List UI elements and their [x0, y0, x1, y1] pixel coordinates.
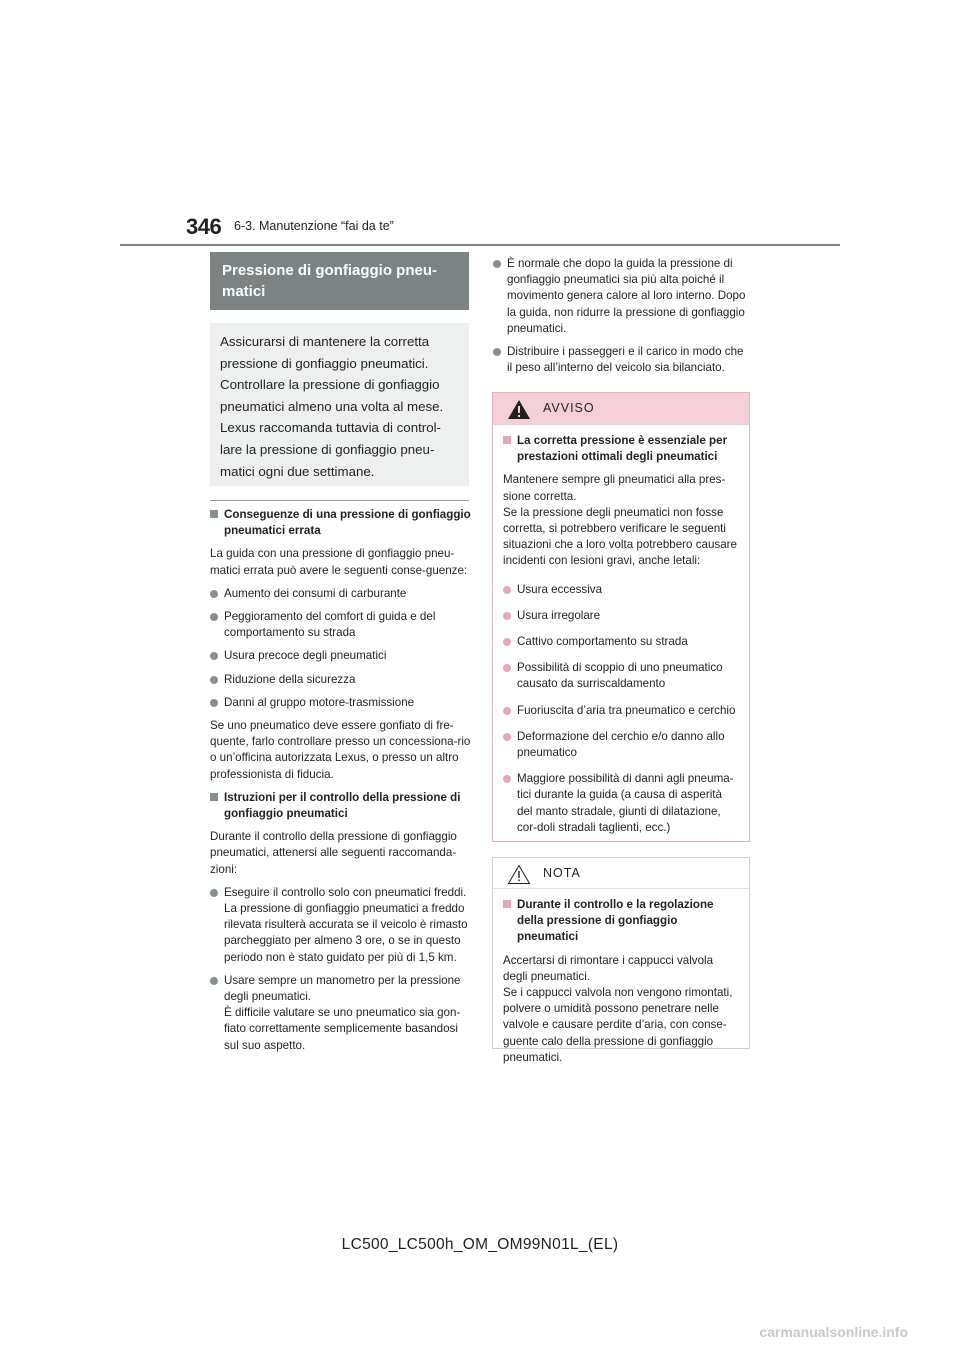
left-column — [210, 507, 472, 1061]
caution-icon — [507, 864, 531, 885]
list-item-title: Usare sempre un manometro per la pressione degli pneumatici. — [224, 973, 461, 1004]
page-number: 346 — [186, 214, 222, 239]
subheading: Conseguenze di una pressione di gonfiaggio pneumatici errata — [210, 507, 472, 539]
list-item: Cattivo comportamento su strada — [503, 634, 739, 650]
section-heading: Pressione di gonfiaggio pneu- matici — [210, 252, 469, 310]
note-body — [493, 889, 749, 1066]
list-item: Distribuire i passeggeri e il carico in modo che il peso all’interno del veicolo sia bilanciato. — [493, 344, 751, 376]
note-box — [492, 857, 750, 1064]
list-item: Danni al gruppo motore-trasmissione — [210, 695, 472, 711]
note-subheading: Durante il controllo e la regolazione della pressione di gonfiaggio pneumatici — [503, 897, 739, 946]
list-item-text: La pressione di gonfiaggio pneumatici a freddo rilevata risulterà accurata se il veicolo è rimasto parcheggiato per almeno 3 ore, o se in questo periodo non è stato guidato per più di 1,5 km. — [224, 902, 468, 964]
paragraph: Se uno pneumatico deve essere gonfiato di fre-quente, farlo controllare presso un concessiona-rio o un’officina autorizzata Lexus, o presso un altro professionista di fiducia. — [210, 719, 471, 781]
list-item: Usura precoce degli pneumatici — [210, 648, 472, 664]
list-item-title: Eseguire il controllo solo con pneumatici freddi. — [224, 885, 467, 899]
list-item-text: È difficile valutare se uno pneumatico sia gon-fiato correttamente semplicemente basandosi sul suo aspetto. — [224, 1006, 461, 1052]
list-item: Possibilità di scoppio di uno pneumatico causato da surriscaldamento — [503, 660, 739, 692]
list-item: Aumento dei consumi di carburante — [210, 586, 472, 602]
warning-title: AVVISO — [543, 401, 595, 415]
paragraph: La guida con una pressione di gonfiaggio pneu-matici errata può avere le seguenti conse-guenze: — [210, 547, 468, 577]
list-item: Peggioramento del comfort di guida e del comportamento su strada — [210, 609, 472, 641]
subheading: Istruzioni per il controllo della pressione di gonfiaggio pneumatici — [210, 790, 472, 822]
summary-box: Assicurarsi di mantenere la corretta pressione di gonfiaggio pneumatici. Controllare la pressione di gonfiaggio pneumatici almeno una volta al mese. Lexus raccomanda tuttavia di control-lare la pressione di gonfiaggio pneu-matici ogni due settimane. — [210, 323, 469, 486]
list-item: Deformazione del cerchio e/o danno allo pneumatico — [503, 729, 739, 761]
note-header — [493, 858, 749, 889]
right-column — [493, 256, 751, 383]
header-rule — [120, 244, 840, 246]
list-item: Fuoriuscita d’aria tra pneumatico e cerchio — [503, 703, 739, 719]
list-item: Maggiore possibilità di danni agli pneuma-tici durante la guida (a causa di asperità del manto stradale, giunti di dilatazione, cor-doli stradali taglienti, ecc.) — [503, 771, 739, 836]
warning-box — [492, 392, 750, 842]
list-item — [210, 973, 472, 1054]
paragraph: Durante il controllo della pressione di gonfiaggio pneumatici, attenersi alle seguenti raccomanda-zioni: — [210, 830, 457, 876]
note-title: NOTA — [543, 866, 581, 880]
warning-header — [493, 393, 749, 425]
warning-subheading: La corretta pressione è essenziale per prestazioni ottimali degli pneumatici — [503, 433, 739, 465]
list-item: Riduzione della sicurezza — [210, 672, 472, 688]
section-title: 6-3. Manutenzione “fai da te” — [234, 219, 394, 233]
warning-body — [493, 425, 749, 836]
footer-code: LC500_LC500h_OM_OM99N01L_(EL) — [341, 1236, 619, 1253]
list-item: È normale che dopo la guida la pressione di gonfiaggio pneumatici sia più alta poiché il movimento genera calore al loro interno. Dopo la guida, non ridurre la pressione di gonfiaggio pneumatici. — [493, 256, 751, 337]
warning-text: Mantenere sempre gli pneumatici alla pres-sione corretta. Se la pressione degli pneumatici non fosse corretta, si potrebbero verificare le seguenti situazioni che a loro volta potrebbero causare incidenti con lesioni gravi, anche letali: — [503, 473, 737, 568]
divider — [210, 500, 469, 501]
watermark: carmanualsonline.info — [759, 1324, 908, 1340]
note-text: Accertarsi di rimontare i cappucci valvola degli pneumatici. Se i cappucci valvola non vengono rimontati, polvere o umidità possono penetrare nelle valvole e causare perdite d’aria, con conse-guente calo della pressione di gonfiaggio pneumatici. — [503, 953, 733, 1064]
list-item: Usura eccessiva — [503, 582, 739, 598]
list-item — [210, 885, 472, 966]
list-item: Usura irregolare — [503, 608, 739, 624]
warning-icon — [507, 399, 531, 420]
